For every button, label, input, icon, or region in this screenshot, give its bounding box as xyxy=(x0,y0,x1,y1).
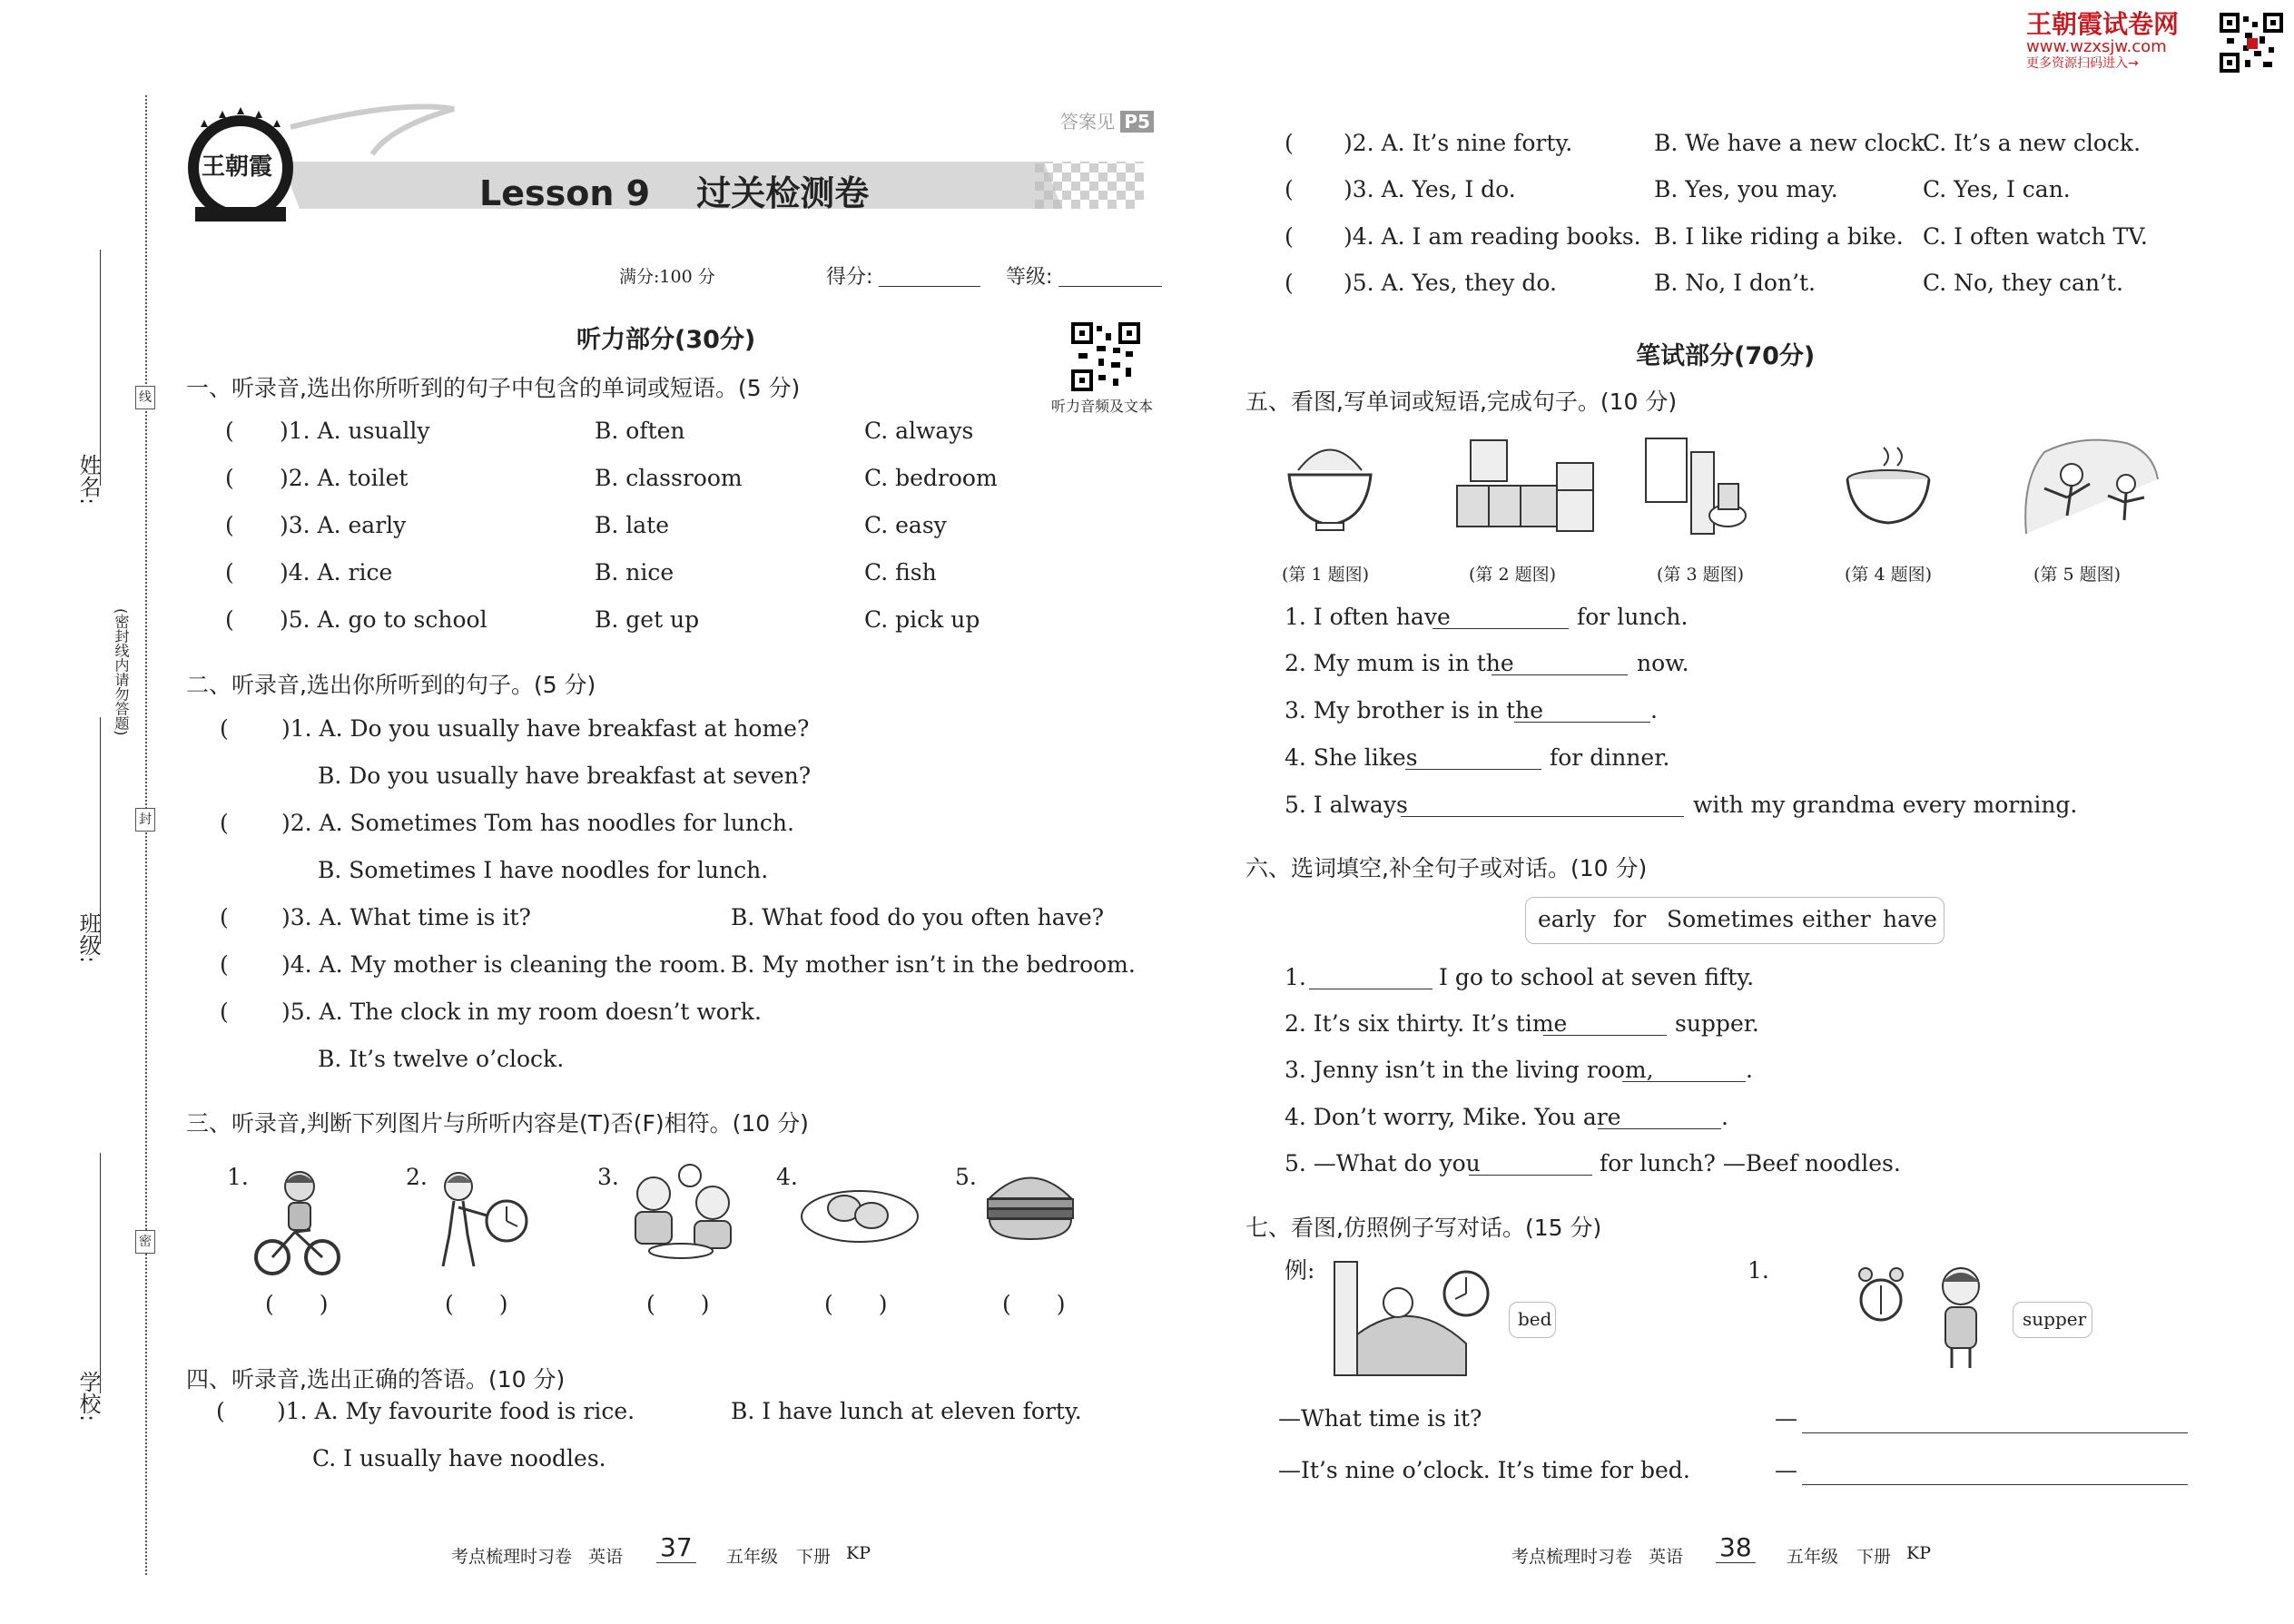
score-field[interactable] xyxy=(879,286,980,287)
s4-q3-a: )3. A. Yes, I do. xyxy=(1344,176,1516,202)
s4-q5-c: C. No, they can’t. xyxy=(1923,270,2123,296)
park-exercise-icon xyxy=(2017,434,2162,538)
s2-paren-4[interactable]: ( xyxy=(220,951,229,978)
bed-tag-label: bed xyxy=(1518,1308,1552,1330)
alarm-clock-icon xyxy=(1856,1264,1906,1332)
binding-mark-seal: 封 xyxy=(135,808,155,832)
qr-caption: 听力音频及文本 xyxy=(1051,398,1154,415)
s4-q4-b: B. I like riding a bike. xyxy=(1654,223,1904,250)
boy-supper-icon xyxy=(1929,1264,1993,1371)
s6-q2-blank[interactable] xyxy=(1543,1035,1667,1036)
footer-right-term: 下册 xyxy=(1856,1547,1892,1567)
s1-q1-a: )1. A. usually xyxy=(280,418,430,444)
s1-q2-c: C. bedroom xyxy=(864,465,998,491)
word-have: have xyxy=(1883,906,1937,932)
binding-dotted-line xyxy=(145,95,147,1575)
s2-q4-b: B. My mother isn’t in the bedroom. xyxy=(731,951,1136,978)
s5-caption-2: (第 2 题图) xyxy=(1469,565,1556,585)
word-early: early xyxy=(1538,906,1596,932)
s5-q2-a: 2. My mum is in the xyxy=(1285,650,1514,676)
brand-slogan: 更多资源扫码进入→ xyxy=(2026,56,2139,71)
footer-right-book: 考点梳理时习卷 xyxy=(1511,1547,1633,1567)
footer-right-ed: KP xyxy=(1906,1543,1931,1563)
s4-q1-a: )1. A. My favourite food is rice. xyxy=(277,1398,635,1424)
bedtime-icon xyxy=(1330,1257,1493,1380)
footer-left-term: 下册 xyxy=(796,1547,832,1567)
s6-q3-b: . xyxy=(1746,1057,1753,1083)
s4-q1-b: B. I have lunch at eleven forty. xyxy=(731,1398,1082,1424)
s7-num-1: 1. xyxy=(1748,1257,1769,1284)
s1-paren-4[interactable]: ( xyxy=(225,559,234,586)
lesson-label: Lesson 9 xyxy=(479,173,651,213)
s1-q3-a: )3. A. early xyxy=(280,512,407,538)
s7-example-answer: —It’s nine o’clock. It’s time for bed. xyxy=(1278,1457,1690,1483)
s4-paren-4[interactable]: ( xyxy=(1285,223,1294,250)
s3-num-5: 5. xyxy=(955,1164,977,1190)
s6-q2-a: 2. It’s six thirty. It’s time xyxy=(1285,1010,1568,1037)
s7-example-question: —What time is it? xyxy=(1278,1405,1482,1432)
s3-num-2: 2. xyxy=(406,1164,428,1190)
s6-title: 六、选词填空,补全句子或对话。(10 分) xyxy=(1245,855,1648,881)
s5-caption-1: (第 1 题图) xyxy=(1282,565,1369,585)
s3-paren-4[interactable]: ( ) xyxy=(824,1291,888,1317)
word-sometimes: Sometimes xyxy=(1667,906,1795,932)
eggs-plate-icon xyxy=(799,1176,921,1248)
s5-q2-blank[interactable] xyxy=(1492,674,1628,675)
s5-q5-blank[interactable] xyxy=(1401,816,1684,817)
s3-num-1: 1. xyxy=(227,1164,249,1190)
s2-q2-a: )2. A. Sometimes Tom has noodles for lunch. xyxy=(281,810,794,836)
s5-caption-4: (第 4 题图) xyxy=(1845,565,1932,585)
answer-ref-label: 答案见 xyxy=(1060,111,1115,133)
brand-url: www.wzxsjw.com xyxy=(2026,37,2167,56)
grade-field[interactable] xyxy=(1058,286,1162,287)
s2-q2-b: B. Sometimes I have noodles for lunch. xyxy=(318,857,769,883)
s4-q3-b: B. Yes, you may. xyxy=(1654,176,1838,202)
s5-q5-b: with my grandma every morning. xyxy=(1693,792,2078,818)
s5-q2-b: now. xyxy=(1637,650,1689,676)
s4-q4-c: C. I often watch TV. xyxy=(1923,223,2148,250)
s1-q5-a: )5. A. go to school xyxy=(280,606,487,633)
footer-left-page: 37 xyxy=(656,1532,696,1563)
s2-paren-5[interactable]: ( xyxy=(220,999,229,1025)
s3-title: 三、听录音,判断下列图片与所听内容是(T)否(F)相符。(10 分) xyxy=(186,1110,809,1137)
s1-q5-c: C. pick up xyxy=(864,606,980,633)
s1-q4-c: C. fish xyxy=(864,559,937,586)
s1-q5-b: B. get up xyxy=(595,606,700,633)
s6-q4-a: 4. Don’t worry, Mike. You are xyxy=(1285,1104,1621,1130)
binding-class-line xyxy=(100,717,101,944)
brand-logo-text: 王朝霞试卷网 xyxy=(2026,9,2180,39)
s4-title: 四、听录音,选出正确的答语。(10 分) xyxy=(186,1366,566,1393)
s1-paren-2[interactable]: ( xyxy=(225,465,234,491)
page-title xyxy=(479,165,869,215)
s7-dash-2: — xyxy=(1775,1457,1797,1483)
s2-q3-b: B. What food do you often have? xyxy=(731,904,1105,930)
girl-clock-icon xyxy=(427,1166,531,1271)
s7-answer-line-1[interactable] xyxy=(1802,1432,2188,1433)
answer-ref-page: P5 xyxy=(1120,111,1154,133)
s4-paren-3[interactable]: ( xyxy=(1285,176,1294,202)
s6-q1-b: I go to school at seven fifty. xyxy=(1439,964,1755,990)
binding-mark-line: 线 xyxy=(135,386,155,409)
kitchen-icon xyxy=(1452,436,1598,536)
s3-paren-5[interactable]: ( ) xyxy=(1002,1291,1066,1317)
s4-q2-b: B. We have a new clock. xyxy=(1654,130,1932,156)
s5-q1-a: 1. I often have xyxy=(1285,604,1451,630)
supper-tag-label: supper xyxy=(2023,1308,2087,1330)
s7-example-label: 例: xyxy=(1285,1257,1315,1284)
s1-paren-1[interactable]: ( xyxy=(225,418,234,444)
s6-q4-b: . xyxy=(1721,1104,1728,1130)
s5-q4-a: 4. She likes xyxy=(1285,744,1418,771)
s1-q3-b: B. late xyxy=(595,512,670,538)
s6-q4-blank[interactable] xyxy=(1598,1128,1721,1129)
s4-q1-c: C. I usually have noodles. xyxy=(312,1445,606,1471)
s6-q1-a: 1. xyxy=(1285,964,1306,990)
s3-paren-1[interactable]: ( ) xyxy=(265,1291,329,1317)
full-score: 满分:100 分 xyxy=(619,267,715,287)
s4-paren-5[interactable]: ( xyxy=(1285,270,1294,296)
s1-q1-c: C. always xyxy=(864,418,974,444)
s3-num-4: 4. xyxy=(776,1164,798,1190)
s6-q5-a: 5. —What do you xyxy=(1285,1150,1481,1176)
binding-name-line xyxy=(100,250,101,486)
s1-paren-5[interactable]: ( xyxy=(225,606,234,633)
s5-q1-blank[interactable] xyxy=(1433,628,1569,629)
s3-num-3: 3. xyxy=(597,1164,619,1190)
binding-class-label: 班级: xyxy=(75,912,101,964)
binding-school-label: 学校: xyxy=(75,1371,101,1422)
s4-q5-b: B. No, I don’t. xyxy=(1654,270,1816,296)
s1-q1-b: B. often xyxy=(595,418,685,444)
s5-q5-a: 5. I always xyxy=(1285,792,1408,818)
s6-q3-a: 3. Jenny isn’t in the living room, xyxy=(1285,1057,1654,1083)
binding-name-label: 姓名: xyxy=(75,454,101,506)
s5-q1-b: for lunch. xyxy=(1577,604,1689,630)
listening-qr-icon[interactable] xyxy=(1071,322,1140,391)
kids-eating-icon xyxy=(626,1162,744,1262)
s3-paren-2[interactable]: ( ) xyxy=(445,1291,508,1317)
s2-paren-2[interactable]: ( xyxy=(220,810,229,836)
s4-paren-2[interactable]: ( xyxy=(1285,130,1294,156)
footer-right-subject: 英语 xyxy=(1649,1547,1684,1567)
grade-label: 等级: xyxy=(1006,266,1053,289)
s5-q3-blank[interactable] xyxy=(1514,722,1650,723)
footer-left-grade: 五年级 xyxy=(726,1547,779,1567)
s1-title: 一、听录音,选出你所听到的句子中包含的单词或短语。(5 分) xyxy=(186,375,801,401)
s5-q4-blank[interactable] xyxy=(1405,769,1541,770)
noodle-bowl-icon xyxy=(1843,443,1934,529)
s5-caption-5: (第 5 题图) xyxy=(2033,565,2121,585)
s1-q2-b: B. classroom xyxy=(595,465,743,491)
s2-q5-b: B. It’s twelve o’clock. xyxy=(318,1046,565,1072)
s4-paren-1[interactable]: ( xyxy=(216,1398,225,1424)
s4-q3-c: C. Yes, I can. xyxy=(1923,176,2071,202)
s2-paren-3[interactable]: ( xyxy=(220,904,229,930)
s4-q2-a: )2. A. It’s nine forty. xyxy=(1344,130,1573,156)
s2-title: 二、听录音,选出你所听到的句子。(5 分) xyxy=(186,672,596,698)
s2-q5-a: )5. A. The clock in my room doesn’t work. xyxy=(281,999,762,1025)
s4-q5-a: )5. A. Yes, they do. xyxy=(1344,270,1557,296)
s2-q1-a: )1. A. Do you usually have breakfast at home? xyxy=(281,715,810,742)
answer-ref xyxy=(1060,107,1154,133)
s4-q2-c: C. It’s a new clock. xyxy=(1923,130,2141,156)
s6-q5-blank[interactable] xyxy=(1469,1175,1592,1176)
s1-q3-c: C. easy xyxy=(864,512,947,538)
title-label: 过关检测卷 xyxy=(696,173,870,213)
s2-q1-b: B. Do you usually have breakfast at seven? xyxy=(318,763,812,789)
brand-qr-icon xyxy=(2220,13,2283,73)
s5-title: 五、看图,写单词或短语,完成句子。(10 分) xyxy=(1245,389,1678,415)
footer-right-page: 38 xyxy=(1716,1532,1756,1563)
boy-bike-icon xyxy=(254,1166,340,1280)
footer-left-book: 考点梳理时习卷 xyxy=(451,1547,573,1567)
listening-title: 听力部分(30分) xyxy=(576,326,756,354)
bathroom-icon xyxy=(1641,434,1750,536)
footer-left-subject: 英语 xyxy=(588,1547,624,1567)
s6-q2-b: supper. xyxy=(1675,1010,1759,1037)
s1-q4-b: B. nice xyxy=(595,559,674,586)
s1-paren-3[interactable]: ( xyxy=(225,512,234,538)
s6-q5-b: for lunch? —Beef noodles. xyxy=(1600,1150,1901,1176)
rice-bowl-icon xyxy=(1285,434,1375,534)
s7-dash-1: — xyxy=(1775,1405,1797,1432)
s2-q4-a: )4. A. My mother is cleaning the room. xyxy=(281,951,726,978)
badge-text: 王朝霞 xyxy=(202,153,273,181)
s5-caption-3: (第 3 题图) xyxy=(1657,565,1744,585)
s3-paren-3[interactable]: ( ) xyxy=(646,1291,710,1317)
hamburger-icon xyxy=(985,1166,1076,1244)
s5-q3-a: 3. My brother is in the xyxy=(1285,697,1544,723)
writing-title: 笔试部分(70分) xyxy=(1636,342,1816,370)
s2-paren-1[interactable]: ( xyxy=(220,715,229,742)
word-for: for xyxy=(1613,906,1647,932)
s6-q3-blank[interactable] xyxy=(1622,1081,1746,1082)
s5-q3-b: . xyxy=(1650,697,1658,723)
footer-right-grade: 五年级 xyxy=(1787,1547,1839,1567)
s5-q4-b: for dinner. xyxy=(1550,744,1670,771)
score-label: 得分: xyxy=(826,266,873,289)
s1-q2-a: )2. A. toilet xyxy=(280,465,409,491)
s2-q3-a: )3. A. What time is it? xyxy=(281,904,531,930)
s7-answer-line-2[interactable] xyxy=(1802,1484,2188,1485)
binding-school-line xyxy=(100,1153,101,1393)
s7-title: 七、看图,仿照例子写对话。(15 分) xyxy=(1245,1215,1602,1241)
binding-mark-secret: 密 xyxy=(135,1230,155,1254)
footer-left-ed: KP xyxy=(846,1543,871,1563)
s4-q4-a: )4. A. I am reading books. xyxy=(1344,223,1641,250)
word-either: either xyxy=(1802,906,1871,932)
brand-logo xyxy=(2026,11,2208,71)
binding-warning: (密封线内请勿答题) xyxy=(113,608,130,736)
s1-q4-a: )4. A. rice xyxy=(280,559,393,586)
